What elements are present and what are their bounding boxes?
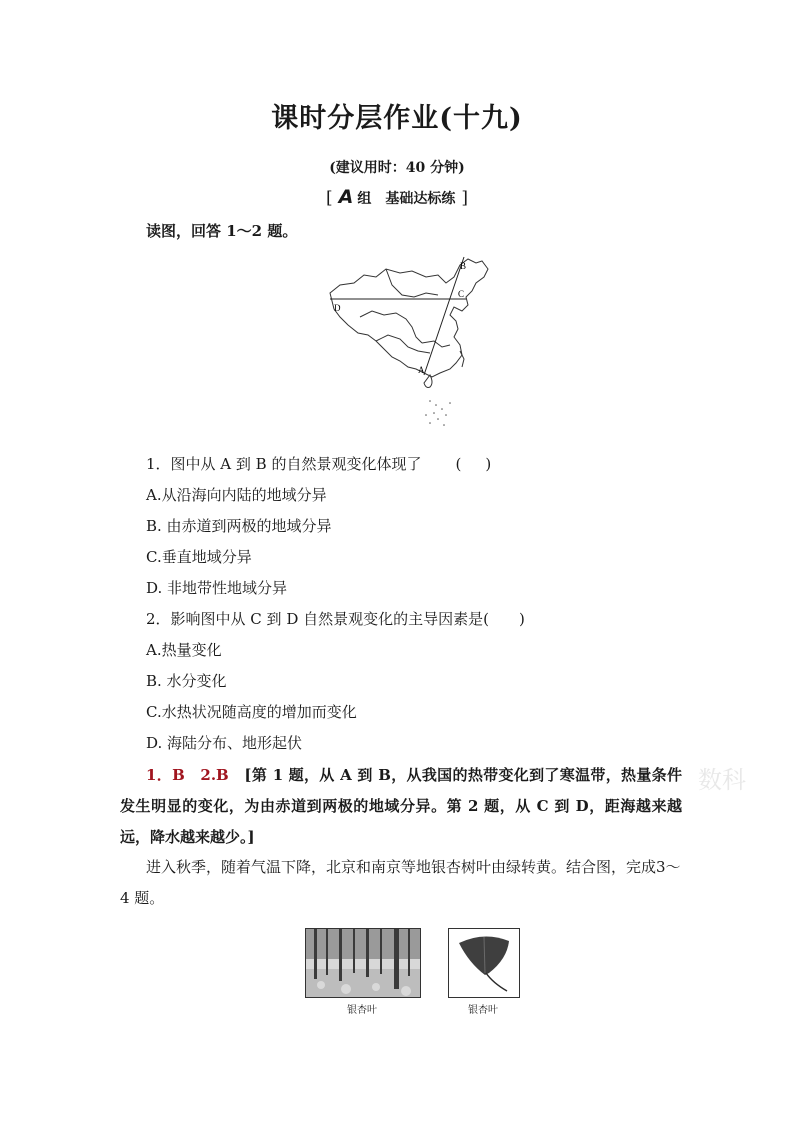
bracket-left: [ xyxy=(326,188,333,208)
intro-text-2: 进入秋季，随着气温下降，北京和南京等地银杏树叶由绿转黄。结合图，完成3～4 题。 xyxy=(120,858,681,907)
ginkgo-forest-photo xyxy=(305,928,421,998)
caption-left: 银杏叶 xyxy=(347,1005,377,1016)
q2-option-c: C.水热状况随高度的增加而变化 xyxy=(146,703,357,721)
q2-option-b: B. 水分变化 xyxy=(146,672,227,690)
q2-option-d: D. 海陆分布、地形起伏 xyxy=(146,734,303,752)
page-title: 课时分层作业(十九) xyxy=(271,103,523,134)
answer-explanation xyxy=(120,760,682,853)
q1-option-c: C.垂直地域分异 xyxy=(146,548,252,566)
intro-text-1: 读图，回答 1～2 题。 xyxy=(146,222,298,240)
china-map xyxy=(326,255,494,430)
group-letter: A xyxy=(338,186,354,208)
question-2-stem: 2．影响图中从 C 到 D 自然景观变化的主导因素是( ) xyxy=(146,610,525,628)
answer-text: [第 1 题，从 A 到 B，从我国的热带变化到了寒温带，热量条件发生明显的变化，为由赤道到两极的地域分异。第 2 题，从 C 到 D，距海越来越远，降水越来越少。] xyxy=(120,766,683,846)
watermark: 数科 xyxy=(698,766,746,794)
q1-option-a: A.从沿海向内陆的地域分异 xyxy=(146,486,327,504)
ginkgo-leaf-image xyxy=(448,928,520,998)
q1-option-b: B. 由赤道到两极的地域分异 xyxy=(146,517,332,535)
caption-right: 银杏叶 xyxy=(468,1005,498,1016)
bracket-right: ] xyxy=(461,188,468,208)
map-label-d: D xyxy=(334,303,341,313)
group-label: 组 基础达标练 xyxy=(357,191,456,207)
question-1-stem: 1．图中从 A 到 B 的自然景观变化体现了 ( ) xyxy=(146,455,492,473)
answer-key: 1．B 2.B xyxy=(146,766,229,784)
map-label-b: B xyxy=(460,261,467,271)
q1-option-d: D. 非地带性地域分异 xyxy=(146,579,288,597)
time-suggestion: (建议用时：40 分钟) xyxy=(329,160,465,176)
map-label-a: A xyxy=(418,365,425,375)
group-heading xyxy=(0,186,794,208)
q2-option-a: A.热量变化 xyxy=(146,641,222,659)
map-label-c: C xyxy=(458,289,465,299)
